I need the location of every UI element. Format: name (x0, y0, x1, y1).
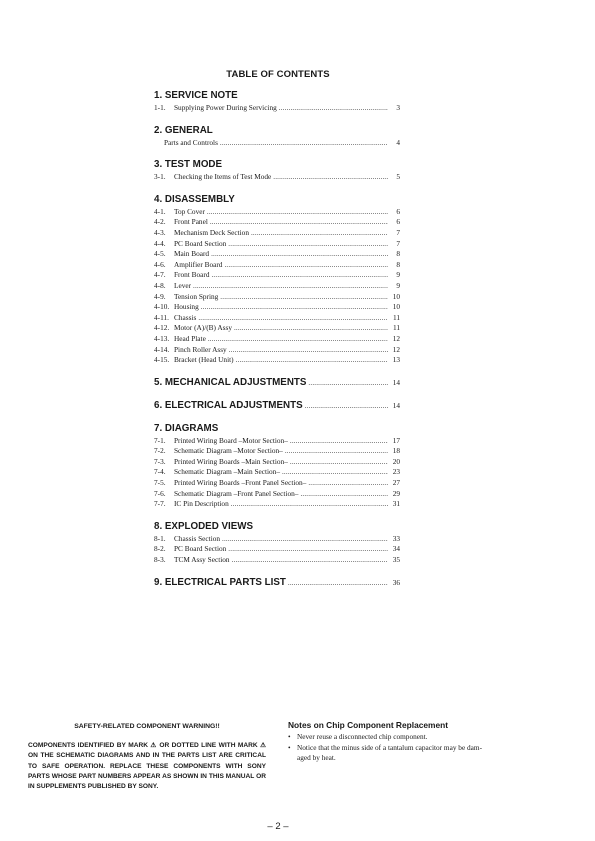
dot-leader (232, 555, 388, 566)
toc-entry[interactable] (154, 239, 400, 250)
entry-title: Supplying Power During Servicing (174, 103, 277, 112)
toc-entry[interactable] (154, 292, 400, 303)
page-ref: 27 (392, 478, 400, 488)
toc-section-heading[interactable] (154, 159, 400, 170)
chip-replacement-notes (288, 720, 558, 764)
dot-leader (231, 499, 388, 510)
dot-leader (211, 249, 388, 260)
toc-entry[interactable] (154, 489, 400, 500)
entry-title: Lever (174, 280, 192, 290)
entry-title: PC Board Section (174, 238, 227, 248)
page-ref: 10 (392, 302, 400, 312)
toc-section-heading[interactable] (154, 577, 400, 589)
toc-entry[interactable] (154, 281, 400, 292)
toc-entry[interactable] (154, 457, 400, 468)
entry-title: PC Board Section (174, 544, 227, 554)
entry-title: Top Cover (174, 206, 205, 216)
entry-title: Motor (A)/(B) Assy (174, 323, 232, 333)
dot-leader (300, 489, 388, 500)
dot-leader (224, 260, 388, 271)
toc-entry[interactable] (154, 544, 400, 555)
page-ref: 13 (392, 355, 400, 365)
entry-title: Main Board (174, 249, 210, 259)
section-heading-text: 4. DISASSEMBLY (154, 193, 235, 205)
section-heading-text: 2. GENERAL (154, 124, 213, 136)
section-heading-text: 8. EXPLODED VIEWS (154, 520, 254, 532)
entry-number: 7-4. (154, 467, 166, 477)
page-ref: 11 (392, 312, 400, 322)
page-ref: 11 (392, 323, 400, 333)
table-of-contents (154, 90, 400, 600)
toc-entry[interactable] (154, 334, 400, 345)
toc-entry[interactable] (154, 172, 400, 183)
entry-number: 4-9. (154, 291, 166, 301)
entry-number: 7-5. (154, 478, 166, 488)
dot-leader (208, 334, 388, 345)
entry-title: Amplifier Board (174, 259, 223, 269)
toc-entry[interactable] (154, 217, 400, 228)
entry-title: Tension Spring (174, 291, 219, 301)
dot-leader (290, 457, 388, 468)
notes-item-continuation: aged by heat. (297, 753, 336, 763)
toc-section-heading[interactable] (154, 423, 400, 434)
notes-item (288, 743, 558, 753)
page-ref: 20 (392, 456, 400, 466)
notes-item-text: Never reuse a disconnected chip component. (297, 732, 428, 742)
entry-number: 4-13. (154, 333, 170, 343)
toc-section-heading[interactable] (154, 521, 400, 532)
page-ref: 12 (392, 344, 400, 354)
page-ref: 14 (392, 400, 400, 410)
entry-number: 7-6. (154, 488, 166, 498)
toc-section (154, 377, 400, 389)
page-ref: 7 (396, 238, 400, 248)
entry-title: Printed Wiring Boards –Main Section– (174, 456, 288, 466)
toc-entry[interactable] (154, 302, 400, 313)
toc-entry[interactable] (154, 228, 400, 239)
dot-leader (229, 345, 388, 356)
dot-leader (279, 103, 388, 114)
page-ref: 14 (392, 377, 400, 387)
entry-number: 7-2. (154, 446, 166, 456)
entry-number: 4-2. (154, 217, 166, 227)
section-heading-text: 1. SERVICE NOTE (154, 90, 238, 101)
dot-leader (288, 578, 388, 589)
dot-leader (228, 544, 388, 555)
toc-section-heading[interactable] (154, 194, 400, 205)
toc-section-heading[interactable] (154, 125, 400, 136)
toc-entry[interactable] (154, 446, 400, 457)
page-ref: 12 (392, 333, 400, 343)
page-number: – 2 – (267, 821, 289, 832)
entry-number: 4-5. (154, 249, 166, 259)
toc-entry[interactable] (154, 323, 400, 334)
toc-section (154, 577, 400, 589)
toc-entry[interactable] (154, 270, 400, 281)
toc-section (154, 423, 400, 510)
page-ref: 35 (392, 555, 400, 565)
page-ref: 23 (392, 467, 400, 477)
dot-leader (220, 292, 388, 303)
dot-leader (290, 436, 388, 447)
toc-entry[interactable] (154, 103, 400, 114)
notes-item (288, 732, 558, 742)
toc-entry[interactable] (154, 249, 400, 260)
entry-number: 4-14. (154, 344, 170, 354)
entry-number: 4-4. (154, 238, 166, 248)
entry-number: 4-6. (154, 259, 166, 269)
toc-section (154, 90, 400, 114)
entry-title: Schematic Diagram –Motor Section– (174, 446, 283, 456)
page-ref: 9 (396, 280, 400, 290)
toc-section (154, 521, 400, 566)
entry-number: 8-3. (154, 555, 166, 565)
entry-title: Chassis (174, 312, 197, 322)
toc-entry[interactable] (154, 260, 400, 271)
entry-number: 4-7. (154, 270, 166, 280)
toc-section-heading[interactable] (154, 400, 400, 412)
toc-entry[interactable] (154, 499, 400, 510)
section-heading-text: 6. ELECTRICAL ADJUSTMENTS (154, 399, 303, 411)
entry-title: Front Panel (174, 217, 208, 227)
page-title: TABLE OF CONTENTS (226, 69, 330, 80)
dot-leader (193, 281, 388, 292)
dot-leader (234, 323, 388, 334)
dot-leader (222, 534, 388, 545)
page-ref: 29 (392, 488, 400, 498)
dot-leader (308, 378, 388, 389)
safety-warning-title: SAFETY-RELATED COMPONENT WARNING!! (74, 723, 220, 730)
entry-title: Parts and Controls (164, 137, 218, 147)
entry-number: 4-12. (154, 323, 170, 333)
section-heading-text: 3. TEST MODE (154, 159, 223, 171)
toc-entry[interactable] (154, 436, 400, 447)
entry-title: Bracket (Head Unit) (174, 355, 234, 365)
toc-entry[interactable] (154, 555, 400, 566)
entry-number: 4-15. (154, 355, 170, 365)
entry-number: 8-2. (154, 544, 166, 554)
entry-number: 7-7. (154, 499, 166, 509)
section-heading-text: 7. DIAGRAMS (154, 422, 219, 434)
entry-title: Mechanism Deck Section (174, 227, 249, 237)
dot-leader (282, 467, 388, 478)
page-ref: 6 (396, 206, 400, 216)
safety-warning (28, 722, 266, 792)
page-ref: 18 (392, 446, 400, 456)
toc-entry[interactable] (154, 534, 400, 545)
entry-title: TCM Assy Section (174, 555, 230, 565)
entry-title: Schematic Diagram –Front Panel Section– (174, 488, 299, 498)
safety-warning-body: COMPONENTS IDENTIFIED BY MARK ⚠ OR DOTTED LINE WITH MARK ⚠ ON THE SCHEMATIC DIAGRAMS AND IN THE PARTS LIST ARE CRITICAL TO SAFE OPERATION. REPLACE THESE COMPONENTS WITH SONY PARTS WHOSE PART NUMBERS APPEAR AS SHOWN IN THIS MANUAL OR IN SUPPLEMENTS PUBLISHED BY SONY. (28, 742, 266, 791)
dot-leader (211, 270, 388, 281)
dot-leader (210, 217, 388, 228)
entry-title: Front Board (174, 270, 210, 280)
entry-number: 8-1. (154, 533, 166, 543)
entry-number: 3-1. (154, 172, 166, 182)
toc-section-heading[interactable] (154, 90, 400, 101)
notes-item-text: Notice that the minus side of a tantalum capacitor may be dam- (297, 742, 482, 752)
entry-title: Pinch Roller Assy (174, 344, 227, 354)
toc-section (154, 159, 400, 183)
dot-leader (273, 172, 388, 183)
toc-entry[interactable] (154, 478, 400, 489)
entry-title: Schematic Diagram –Main Section– (174, 467, 280, 477)
dot-leader (285, 446, 388, 457)
page-ref: 10 (392, 291, 400, 301)
entry-number: 4-8. (154, 280, 166, 290)
page-ref: 17 (392, 435, 400, 445)
page-ref: 3 (396, 103, 400, 112)
dot-leader (251, 228, 388, 239)
dot-leader (220, 138, 388, 149)
page-ref: 33 (392, 533, 400, 543)
entry-title: Chassis Section (174, 533, 221, 543)
page-ref: 31 (392, 499, 400, 509)
entry-number: 4-3. (154, 227, 166, 237)
toc-entry[interactable] (154, 467, 400, 478)
entry-title: Printed Wiring Boards –Front Panel Section– (174, 478, 307, 488)
toc-entry[interactable] (154, 345, 400, 356)
toc-section-heading[interactable] (154, 377, 400, 389)
dot-leader (201, 302, 388, 313)
dot-leader (228, 239, 388, 250)
entry-title: Checking the Items of Test Mode (174, 172, 272, 182)
page-ref: 36 (392, 577, 400, 587)
page-ref: 4 (396, 137, 400, 147)
toc-section (154, 125, 400, 149)
entry-title: Housing (174, 302, 199, 312)
page-ref: 6 (396, 217, 400, 227)
dot-leader (207, 207, 388, 218)
entry-number: 4-1. (154, 206, 166, 216)
entry-title: Printed Wiring Board –Motor Section– (174, 435, 288, 445)
dot-leader (236, 355, 388, 366)
entry-number: 7-3. (154, 456, 166, 466)
entry-title: IC Pin Description (174, 499, 229, 509)
toc-entry[interactable] (154, 355, 400, 366)
bullet-icon: • (288, 742, 291, 752)
entry-number: 1-1. (154, 103, 166, 112)
page-ref: 34 (392, 544, 400, 554)
notes-title: Notes on Chip Component Replacement (288, 720, 449, 730)
entry-title: Head Plate (174, 333, 206, 343)
dot-leader (305, 401, 388, 412)
entry-number: 4-10. (154, 302, 170, 312)
section-heading-text: 9. ELECTRICAL PARTS LIST (154, 576, 286, 588)
page-ref: 8 (396, 259, 400, 269)
page-ref: 8 (396, 249, 400, 259)
toc-section (154, 194, 400, 366)
page-ref: 7 (396, 227, 400, 237)
toc-entry[interactable] (154, 138, 400, 149)
dot-leader (198, 313, 388, 324)
page-ref: 9 (396, 270, 400, 280)
toc-entry[interactable] (154, 207, 400, 218)
page-ref: 5 (396, 172, 400, 182)
section-heading-text: 5. MECHANICAL ADJUSTMENTS (154, 376, 307, 388)
toc-section (154, 400, 400, 412)
dot-leader (308, 478, 388, 489)
entry-number: 7-1. (154, 435, 166, 445)
bullet-icon: • (288, 732, 291, 742)
entry-number: 4-11. (154, 312, 169, 322)
toc-entry[interactable] (154, 313, 400, 324)
